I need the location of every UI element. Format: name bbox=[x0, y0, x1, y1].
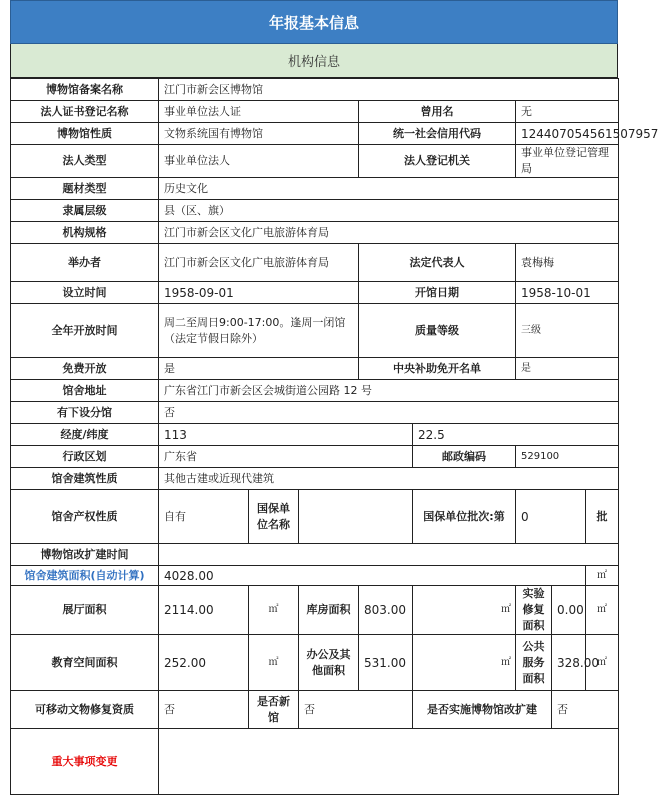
value-building-area[interactable]: 4028.00 bbox=[159, 566, 586, 586]
unit-edu-area: ㎡ bbox=[249, 635, 299, 691]
label-record-name: 博物馆备案名称 bbox=[11, 79, 159, 101]
label-open-hours: 全年开放时间 bbox=[11, 304, 159, 358]
label-nature: 博物馆性质 bbox=[11, 123, 159, 145]
value-spec[interactable]: 江门市新会区文化广电旅游体育局 bbox=[159, 222, 619, 244]
value-setup-date[interactable]: 1958-09-01 bbox=[159, 282, 359, 304]
row-major-change bbox=[11, 729, 619, 795]
page-title: 年报基本信息 bbox=[10, 0, 618, 44]
label-protect-unit: 国保单位名称 bbox=[249, 490, 299, 544]
row-branch bbox=[11, 402, 619, 424]
label-major-change: 重大事项变更 bbox=[11, 729, 159, 795]
value-longitude[interactable]: 113 bbox=[159, 424, 413, 446]
row-record-name bbox=[11, 79, 619, 101]
unit-office-area: ㎡ bbox=[413, 635, 516, 691]
row-building-nature bbox=[11, 468, 619, 490]
label-edu-area: 教育空间面积 bbox=[11, 635, 159, 691]
value-storage-area[interactable]: 803.00 bbox=[359, 586, 413, 635]
value-property[interactable]: 自有 bbox=[159, 490, 249, 544]
label-office-area: 办公及其他面积 bbox=[299, 635, 359, 691]
value-address[interactable]: 广东省江门市新会区会城街道公园路 12 号 bbox=[159, 380, 619, 402]
label-legal-org: 法人登记机关 bbox=[359, 145, 516, 178]
label-subject: 题材类型 bbox=[11, 178, 159, 200]
label-level: 隶属层级 bbox=[11, 200, 159, 222]
row-legal-type bbox=[11, 145, 619, 178]
unit-storage-area: ㎡ bbox=[413, 586, 516, 635]
label-storage-area: 库房面积 bbox=[299, 586, 359, 635]
value-repair-qual[interactable]: 否 bbox=[159, 691, 249, 729]
label-is-rebuild: 是否实施博物馆改扩建 bbox=[413, 691, 552, 729]
label-quality: 质量等级 bbox=[359, 304, 516, 358]
row-region bbox=[11, 446, 619, 468]
unit-building-area: ㎡ bbox=[586, 566, 619, 586]
label-hall-area: 展厅面积 bbox=[11, 586, 159, 635]
value-subject[interactable]: 历史文化 bbox=[159, 178, 619, 200]
label-is-new: 是否新馆 bbox=[249, 691, 299, 729]
label-credit-code: 统一社会信用代码 bbox=[359, 123, 516, 145]
value-credit-code[interactable]: 124407054561507957 bbox=[516, 123, 619, 145]
unit-lab-area: ㎡ bbox=[586, 586, 619, 635]
row-spec bbox=[11, 222, 619, 244]
label-rebuild-time: 博物馆改扩建时间 bbox=[11, 544, 159, 566]
value-building-nature[interactable]: 其他古建或近现代建筑 bbox=[159, 468, 619, 490]
row-address bbox=[11, 380, 619, 402]
value-legal-type[interactable]: 事业单位法人 bbox=[159, 145, 359, 178]
value-protect-unit[interactable] bbox=[299, 490, 413, 544]
row-organizer bbox=[11, 244, 619, 282]
row-rebuild-time bbox=[11, 544, 619, 566]
value-service-area[interactable]: 328.00 bbox=[552, 635, 586, 691]
value-nature[interactable]: 文物系统国有博物馆 bbox=[159, 123, 359, 145]
label-free-open: 免费开放 bbox=[11, 358, 159, 380]
label-setup-date: 设立时间 bbox=[11, 282, 159, 304]
value-major-change[interactable] bbox=[159, 729, 619, 795]
value-organizer[interactable]: 江门市新会区文化广电旅游体育局 bbox=[159, 244, 359, 282]
value-is-new[interactable]: 否 bbox=[299, 691, 413, 729]
value-edu-area[interactable]: 252.00 bbox=[159, 635, 249, 691]
label-former-name: 曾用名 bbox=[359, 101, 516, 123]
row-property bbox=[11, 490, 619, 544]
value-subsidy[interactable]: 是 bbox=[516, 358, 619, 380]
row-building-area bbox=[11, 566, 619, 586]
info-table bbox=[10, 78, 658, 795]
value-rebuild-time[interactable] bbox=[159, 544, 619, 566]
value-quality[interactable]: 三级 bbox=[516, 304, 619, 358]
row-repair bbox=[11, 691, 619, 729]
row-dates bbox=[11, 282, 619, 304]
value-is-rebuild[interactable]: 否 bbox=[552, 691, 619, 729]
label-organizer: 举办者 bbox=[11, 244, 159, 282]
row-coords bbox=[11, 424, 619, 446]
label-building-area: 馆舍建筑面积(自动计算) bbox=[11, 566, 159, 586]
value-office-area[interactable]: 531.00 bbox=[359, 635, 413, 691]
label-address: 馆舍地址 bbox=[11, 380, 159, 402]
value-open-hours[interactable]: 周二至周日9:00-17:00。逢周一闭馆（法定节假日除外） bbox=[159, 304, 359, 358]
value-free-open[interactable]: 是 bbox=[159, 358, 359, 380]
value-legal-rep[interactable]: 袁梅梅 bbox=[516, 244, 619, 282]
row-hall-area bbox=[11, 586, 619, 635]
value-latitude[interactable]: 22.5 bbox=[413, 424, 619, 446]
label-service-area: 公共服务面积 bbox=[516, 635, 552, 691]
label-coords: 经度/纬度 bbox=[11, 424, 159, 446]
label-property: 馆舍产权性质 bbox=[11, 490, 159, 544]
label-spec: 机构规格 bbox=[11, 222, 159, 244]
row-level bbox=[11, 200, 619, 222]
label-region: 行政区划 bbox=[11, 446, 159, 468]
value-legal-cert-name[interactable]: 事业单位法人证 bbox=[159, 101, 359, 123]
value-level[interactable]: 县（区、旗） bbox=[159, 200, 619, 222]
label-branch: 有下设分馆 bbox=[11, 402, 159, 424]
label-lab-area: 实验修复面积 bbox=[516, 586, 552, 635]
row-free-open bbox=[11, 358, 619, 380]
label-legal-type: 法人类型 bbox=[11, 145, 159, 178]
value-branch[interactable]: 否 bbox=[159, 402, 619, 424]
row-subject bbox=[11, 178, 619, 200]
label-batch-suffix: 批 bbox=[586, 490, 619, 544]
row-open-hours bbox=[11, 304, 619, 358]
label-legal-rep: 法定代表人 bbox=[359, 244, 516, 282]
label-protect-batch: 国保单位批次:第 bbox=[413, 490, 516, 544]
unit-hall-area: ㎡ bbox=[249, 586, 299, 635]
row-legal-cert bbox=[11, 101, 619, 123]
label-legal-cert-name: 法人证书登记名称 bbox=[11, 101, 159, 123]
value-record-name[interactable]: 江门市新会区博物馆 bbox=[159, 79, 619, 101]
label-open-date: 开馆日期 bbox=[359, 282, 516, 304]
value-hall-area[interactable]: 2114.00 bbox=[159, 586, 249, 635]
label-postcode: 邮政编码 bbox=[413, 446, 516, 468]
value-protect-batch[interactable]: 0 bbox=[516, 490, 586, 544]
label-building-nature: 馆舍建筑性质 bbox=[11, 468, 159, 490]
value-legal-org[interactable]: 事业单位登记管理局 bbox=[516, 145, 619, 178]
value-region[interactable]: 广东省 bbox=[159, 446, 413, 468]
row-nature bbox=[11, 123, 619, 145]
label-repair-qual: 可移动文物修复资质 bbox=[11, 691, 159, 729]
value-lab-area[interactable]: 0.00 bbox=[552, 586, 586, 635]
annual-report-form bbox=[10, 0, 658, 795]
row-edu-area bbox=[11, 635, 619, 691]
section-header: 机构信息 bbox=[10, 44, 618, 78]
label-subsidy: 中央补助免开名单 bbox=[359, 358, 516, 380]
value-postcode[interactable]: 529100 bbox=[516, 446, 619, 468]
value-open-date[interactable]: 1958-10-01 bbox=[516, 282, 619, 304]
unit-service-area: ㎡ bbox=[586, 635, 619, 691]
value-former-name[interactable]: 无 bbox=[516, 101, 619, 123]
